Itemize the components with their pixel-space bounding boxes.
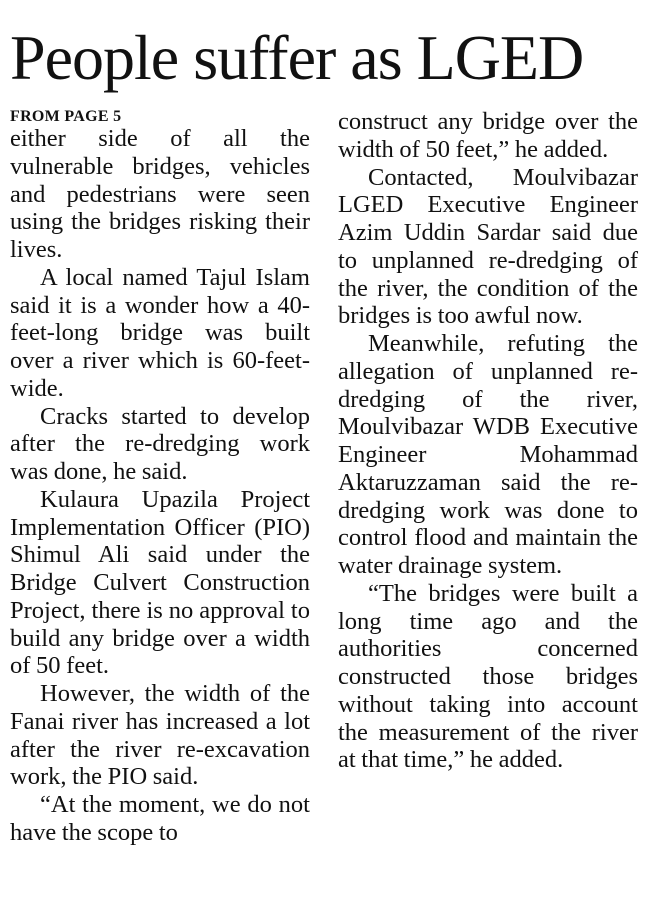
paragraph: Cracks started to develop after the re-dredging work was done, he said. (10, 402, 310, 485)
paragraph: Meanwhile, refuting the allegation of unplanned re-dredging of the river, Moulvibazar WDB Executive Engineer Mohammad Aktaruzzaman said the re-dredging work was done to control flood and maintain the water drainage system. (338, 330, 638, 579)
paragraph: construct any bridge over the width of 50 feet,” he added. (338, 108, 638, 163)
paragraph: Kulaura Upazila Project Implementation Officer (PIO) Shimul Ali said under the Bridge Culvert Construction Project, there is no approval to build any bridge over a width of 50 feet. (10, 485, 310, 680)
paragraph: either side of all the vulnerable bridges, vehicles and pedestrians were seen using the bridges risking their lives. (10, 125, 310, 263)
article-column-right (338, 108, 638, 774)
paragraph: However, the width of the Fanai river has increased a lot after the river re-excavation work, the PIO said. (10, 680, 310, 791)
paragraph: “The bridges were built a long time ago and the authorities concerned constructed those bridges without taking into account the measurement of the river at that time,” he added. (338, 579, 638, 774)
article-column-left (10, 108, 310, 847)
paragraph: Contacted, Moulvibazar LGED Executive Engineer Azim Uddin Sardar said due to unplanned re-dredging of the river, the condition of the bridges is too awful now. (338, 163, 638, 330)
paragraph: “At the moment, we do not have the scope to (10, 791, 310, 846)
paragraph: A local named Tajul Islam said it is a wonder how a 40-feet-long bridge was built over a river which is 60-feet-wide. (10, 263, 310, 402)
headline: People suffer as LGED (10, 22, 584, 93)
jump-label: FROM PAGE 5 (10, 108, 122, 125)
